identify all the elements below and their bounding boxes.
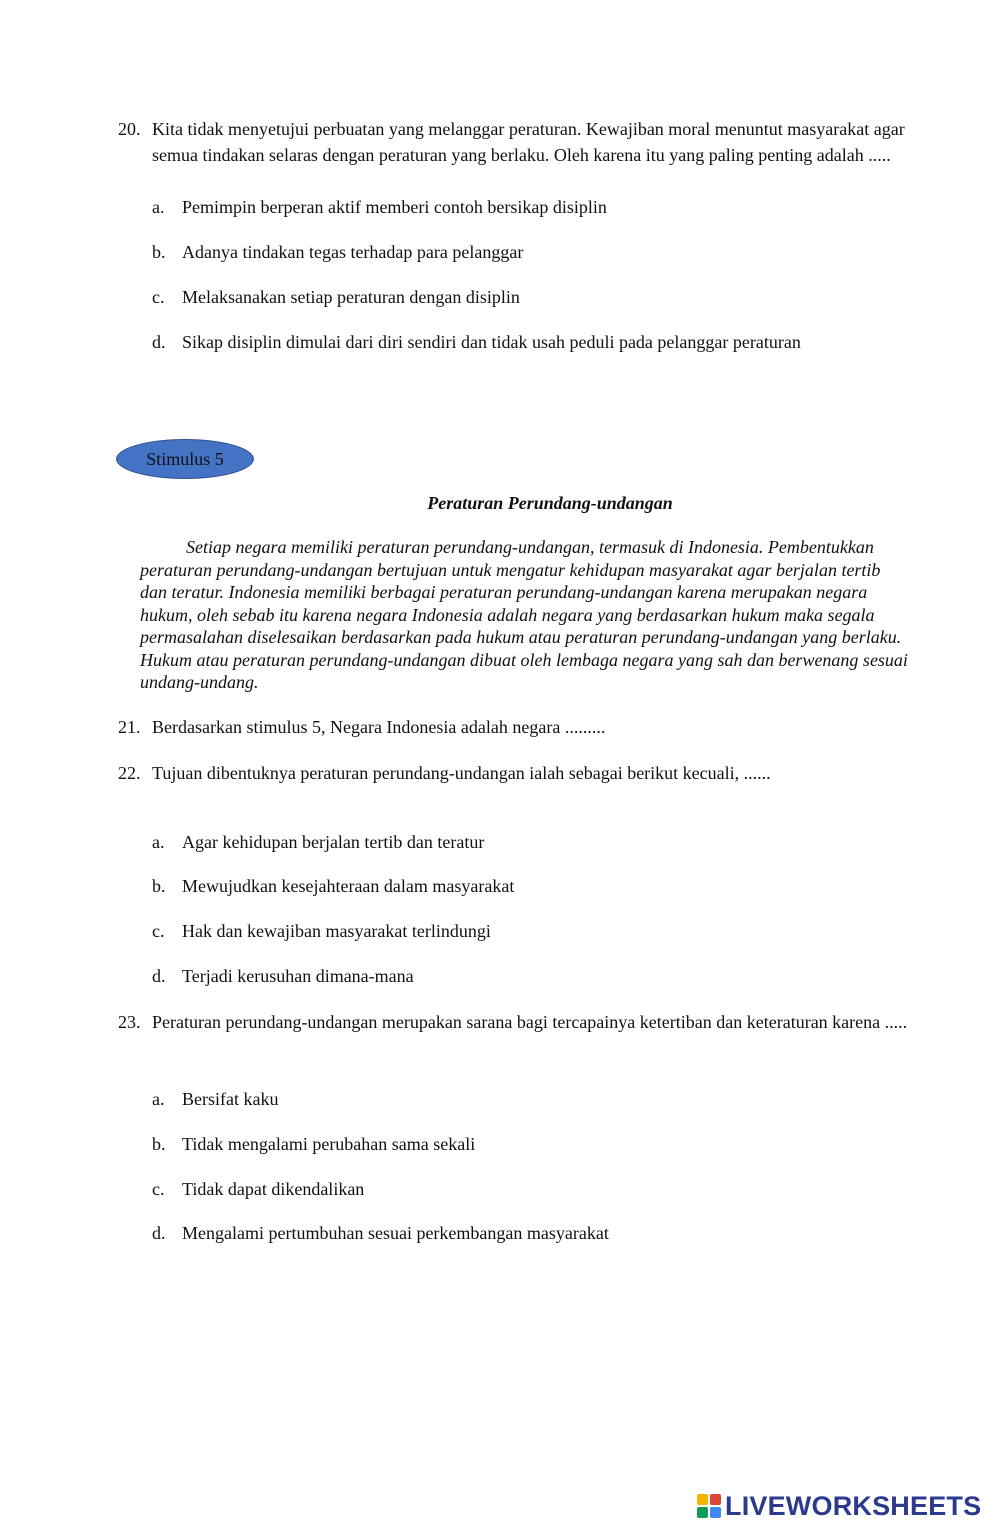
question-number: 22. bbox=[118, 763, 141, 783]
option-letter: a. bbox=[152, 197, 165, 217]
logo-square-icon bbox=[710, 1494, 721, 1505]
option-text: Tidak mengalami perubahan sama sekali bbox=[182, 1134, 476, 1154]
question-23 bbox=[118, 1009, 918, 1035]
question-22 bbox=[118, 760, 918, 786]
option-text: Adanya tindakan tegas terhadap para pelanggar bbox=[182, 242, 524, 262]
option-20c bbox=[152, 284, 912, 310]
option-letter: a. bbox=[152, 1089, 165, 1109]
option-text: Bersifat kaku bbox=[182, 1089, 279, 1109]
option-letter: d. bbox=[152, 1223, 166, 1243]
option-22c bbox=[152, 918, 912, 944]
option-23c bbox=[152, 1176, 912, 1202]
option-text: Sikap disiplin dimulai dari diri sendiri dan tidak usah peduli pada pelanggar peraturan bbox=[182, 332, 801, 352]
stimulus-body: Setiap negara memiliki peraturan perundang-undangan, termasuk di Indonesia. Pembentukkan peraturan perundang-undangan bertujuan untuk mengatur kehidupan masyarakat agar berjalan tertib dan teratur. Indonesia memiliki berbagai peraturan perundang-undangan karena merupakan negara hukum, oleh sebab itu karena negara Indonesia adalah negara yang berdasarkan hukum maka segala permasalahan diselesaikan berdasarkan pada hukum atau peraturan perundang-undangan yang berlaku. Hukum atau peraturan perundang-undangan dibuat oleh lembaga negara yang sah dan berwenang sesuai undang-undang. bbox=[140, 537, 908, 692]
option-text: Tidak dapat dikendalikan bbox=[182, 1179, 365, 1199]
option-22a bbox=[152, 829, 912, 855]
option-23b bbox=[152, 1131, 912, 1157]
question-text: Kita tidak menyetujui perbuatan yang melanggar peraturan. Kewajiban moral menuntut masyarakat agar semua tindakan selaras dengan peraturan yang berlaku. Oleh karena itu yang paling penting adalah ..... bbox=[152, 119, 905, 165]
stimulus-title: Peraturan Perundang-undangan bbox=[427, 493, 673, 513]
option-text: Pemimpin berperan aktif memberi contoh bersikap disiplin bbox=[182, 197, 607, 217]
question-number: 21. bbox=[118, 717, 141, 737]
option-letter: c. bbox=[152, 1179, 165, 1199]
option-text: Hak dan kewajiban masyarakat terlindungi bbox=[182, 921, 491, 941]
option-letter: d. bbox=[152, 966, 166, 986]
stimulus-badge bbox=[116, 439, 254, 479]
logo-square-icon bbox=[697, 1507, 708, 1518]
logo-square-icon bbox=[697, 1494, 708, 1505]
logo-text: LIVEWORKSHEETS bbox=[725, 1490, 982, 1521]
question-text: Peraturan perundang-undangan merupakan sarana bagi tercapainya ketertiban dan keteraturan karena ..... bbox=[152, 1012, 908, 1032]
option-letter: b. bbox=[152, 876, 166, 896]
option-20a bbox=[152, 194, 912, 220]
option-20b bbox=[152, 239, 912, 265]
option-letter: c. bbox=[152, 287, 165, 307]
option-22d bbox=[152, 963, 912, 989]
stimulus-badge-label: Stimulus 5 bbox=[146, 448, 224, 469]
option-letter: a. bbox=[152, 832, 165, 852]
option-letter: d. bbox=[152, 332, 166, 352]
question-21 bbox=[118, 714, 918, 740]
logo-square-icon bbox=[710, 1507, 721, 1518]
option-letter: b. bbox=[152, 1134, 166, 1154]
question-20 bbox=[118, 116, 918, 168]
question-text: Tujuan dibentuknya peraturan perundang-undangan ialah sebagai berikut kecuali, ...... bbox=[152, 763, 771, 783]
logo-mark-icon bbox=[697, 1494, 721, 1518]
option-23d bbox=[152, 1220, 912, 1246]
option-text: Melaksanakan setiap peraturan dengan disiplin bbox=[182, 287, 520, 307]
option-20d bbox=[152, 329, 912, 355]
option-letter: c. bbox=[152, 921, 165, 941]
question-text: Berdasarkan stimulus 5, Negara Indonesia adalah negara ......... bbox=[152, 717, 606, 737]
option-text: Mewujudkan kesejahteraan dalam masyarakat bbox=[182, 876, 515, 896]
option-text: Agar kehidupan berjalan tertib dan teratur bbox=[182, 832, 485, 852]
option-22b bbox=[152, 873, 912, 899]
question-number: 23. bbox=[118, 1012, 141, 1032]
liveworksheets-logo bbox=[697, 1492, 981, 1520]
question-number: 20. bbox=[118, 119, 141, 139]
option-text: Terjadi kerusuhan dimana-mana bbox=[182, 966, 414, 986]
option-letter: b. bbox=[152, 242, 166, 262]
option-23a bbox=[152, 1086, 912, 1112]
option-text: Mengalami pertumbuhan sesuai perkembangan masyarakat bbox=[182, 1223, 609, 1243]
